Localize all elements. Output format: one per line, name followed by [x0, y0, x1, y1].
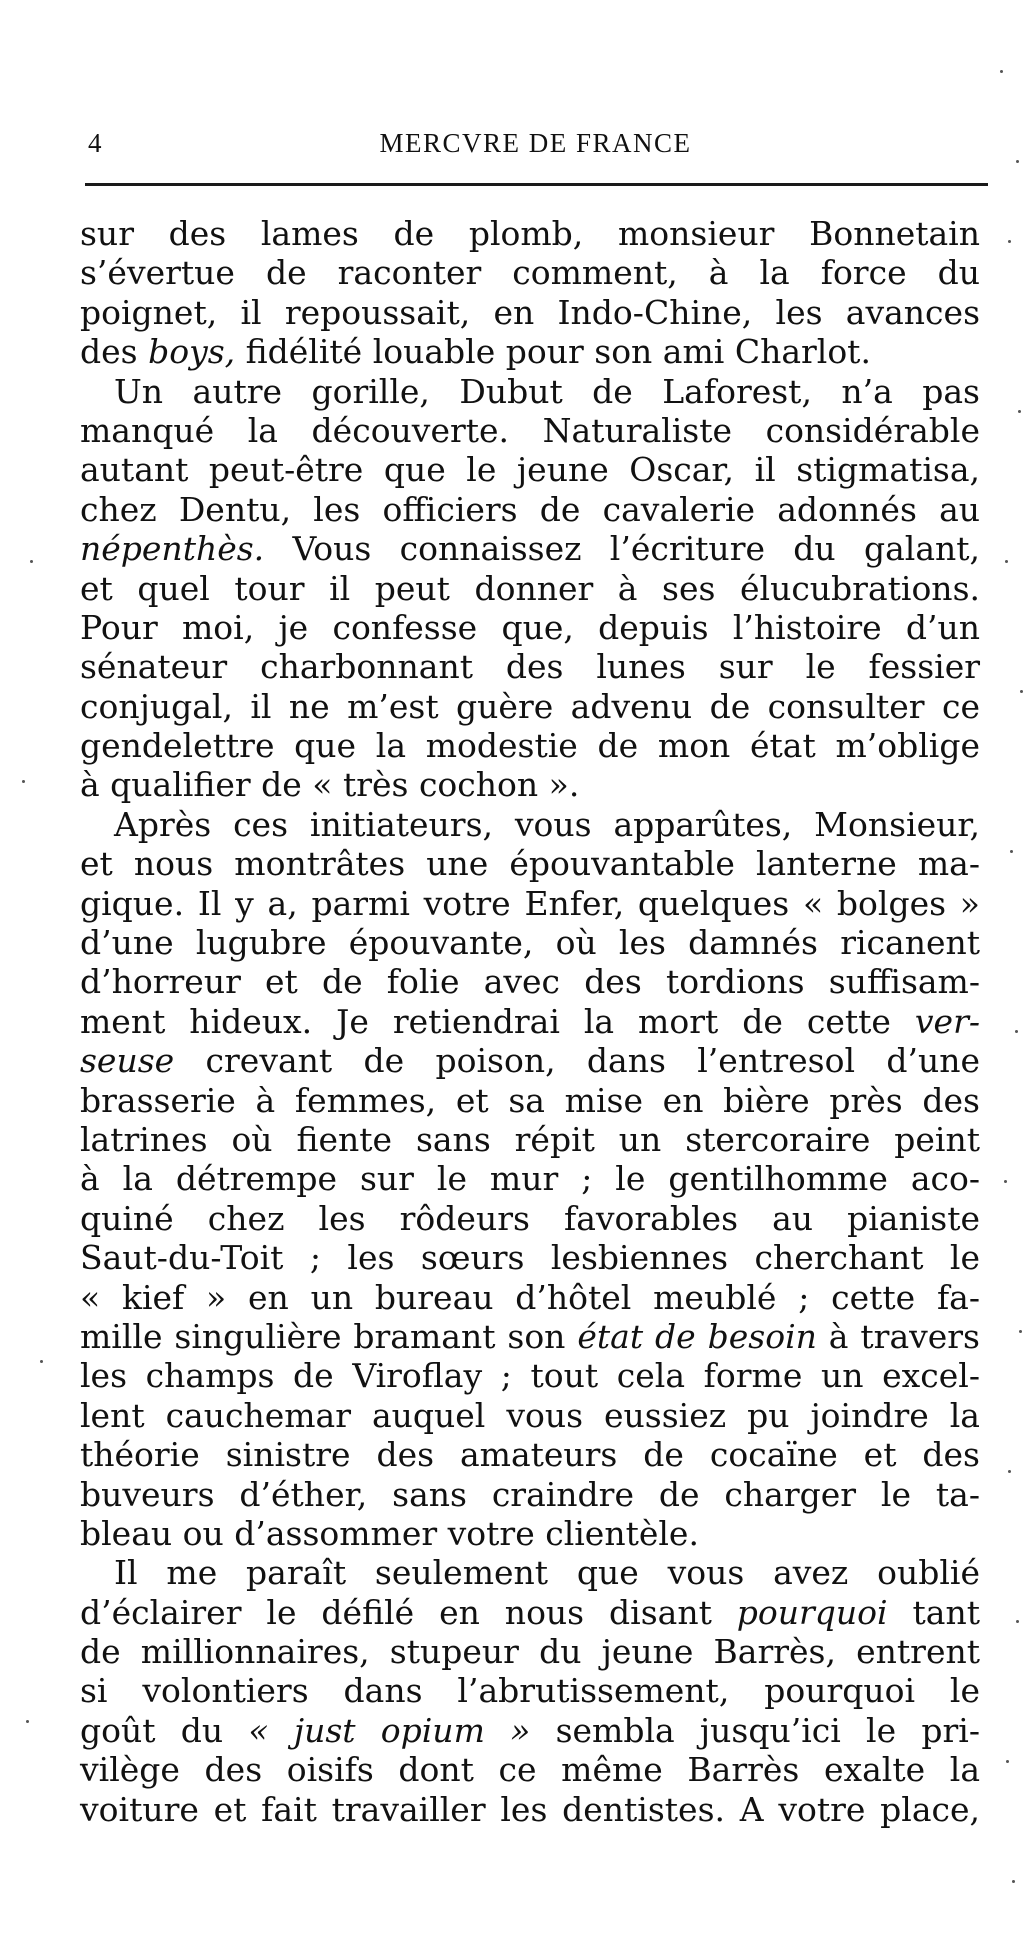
text-segment: s’évertue de raconter comment, à la force du: [80, 253, 980, 293]
text-segment: lent cauchemar auquel vous eussiez pu joindre la: [80, 1395, 980, 1435]
text-segment: latrines où fiente sans répit un stercoraire peint: [80, 1119, 980, 1159]
paper-speck: [30, 560, 33, 563]
header-rule: [85, 183, 988, 186]
text-segment: goût du: [80, 1710, 249, 1750]
paper-speck: [1016, 1620, 1019, 1623]
paper-speck: [1012, 1880, 1015, 1883]
text-line: [80, 214, 980, 253]
text-segment: Saut-du-Toit ; les sœurs lesbiennes cherchant le: [80, 1238, 980, 1278]
text-line: [80, 1553, 980, 1592]
paper-speck: [40, 1360, 43, 1363]
paper-speck: [1008, 1470, 1011, 1473]
italic-text: « just opium »: [248, 1710, 531, 1750]
text-segment: et nous montrâtes une épouvantable lanterne ma-: [80, 844, 980, 884]
text-segment: Après ces initiateurs, vous apparûtes, Monsieur,: [114, 804, 980, 844]
text-line: [80, 372, 980, 411]
text-line: [80, 1632, 980, 1671]
text-segment: si volontiers dans l’abrutissement, pourquoi le: [80, 1671, 980, 1711]
text-line: [80, 1475, 980, 1514]
text-line: [80, 1278, 980, 1317]
text-segment: à qualifier de « très cochon ».: [80, 765, 580, 805]
italic-text: népenthès.: [80, 529, 265, 569]
text-segment: théorie sinistre des amateurs de cocaïne et des: [80, 1435, 980, 1475]
paper-speck: [1010, 850, 1013, 853]
text-line: [80, 1199, 980, 1238]
text-segment: Il me paraît seulement que vous avez oublié: [114, 1553, 980, 1593]
text-segment: sembla jusqu’ici le pri-: [530, 1710, 980, 1750]
text-line: [80, 1238, 980, 1277]
text-segment: sénateur charbonnant des lunes sur le fessier: [80, 647, 980, 687]
text-segment: brasserie à femmes, et sa mise en bière près des: [80, 1080, 980, 1120]
text-segment: autant peut-être que le jeune Oscar, il stigmatisa,: [80, 450, 980, 490]
paper-speck: [1000, 70, 1003, 73]
text-line: [80, 844, 980, 883]
text-segment: de millionnaires, stupeur du jeune Barrès, entrent: [80, 1632, 980, 1672]
text-line: [80, 529, 980, 568]
paper-speck: [1018, 410, 1021, 413]
text-line: [80, 569, 980, 608]
text-line: [80, 1750, 980, 1789]
text-segment: chez Dentu, les officiers de cavalerie adonnés au: [80, 489, 980, 529]
text-line: [80, 490, 980, 529]
text-segment: bleau ou d’assommer votre clientèle.: [80, 1513, 699, 1553]
text-segment: Vous connaissez l’écriture du galant,: [264, 529, 980, 569]
text-line: [80, 726, 980, 765]
text-line: [80, 884, 980, 923]
text-line: [80, 1396, 980, 1435]
paper-speck: [1016, 160, 1019, 163]
text-segment: gique. Il y a, parmi votre Enfer, quelques « bolges »: [80, 883, 980, 923]
text-segment: tant: [887, 1592, 980, 1632]
text-line: [80, 253, 980, 292]
text-segment: à la détrempe sur le mur ; le gentilhomme aco-: [80, 1159, 980, 1199]
text-segment: à travers: [816, 1316, 980, 1356]
text-segment: et quel tour il peut donner à ses élucubrations.: [80, 568, 980, 608]
paper-speck: [1019, 1330, 1022, 1333]
text-line: [80, 1159, 980, 1198]
italic-text: boys,: [148, 332, 236, 372]
italic-text: ver-: [914, 1001, 980, 1041]
text-segment: Pour moi, je confesse que, depuis l’histoire d’un: [80, 607, 980, 647]
paper-speck: [1020, 690, 1023, 693]
text-line: [80, 1317, 980, 1356]
text-line: [80, 923, 980, 962]
text-segment: sur des lames de plomb, monsieur Bonnetain: [80, 214, 980, 253]
text-line: [80, 1120, 980, 1159]
text-segment: voiture et fait travailler les dentistes. A votre place,: [80, 1789, 980, 1829]
italic-text: état de besoin: [577, 1316, 817, 1356]
text-segment: quiné chez les rôdeurs favorables au pianiste: [80, 1198, 980, 1238]
text-line: [80, 608, 980, 647]
text-segment: « kief » en un bureau d’hôtel meublé ; cette fa-: [80, 1277, 980, 1317]
text-line: [80, 293, 980, 332]
text-segment: d’horreur et de folie avec des tordions suffisam-: [80, 962, 980, 1002]
text-segment: gendelettre que la modestie de mon état m’oblige: [80, 726, 980, 766]
text-line: [80, 1041, 980, 1080]
paper-speck: [22, 780, 25, 783]
text-line: [80, 1435, 980, 1474]
page-number: 4: [88, 128, 102, 158]
text-segment: buveurs d’éther, sans craindre de charger le ta-: [80, 1474, 980, 1514]
paper-speck: [1008, 240, 1011, 243]
text-segment: des: [80, 332, 149, 372]
text-segment: les champs de Viroflay ; tout cela forme un excel-: [80, 1356, 980, 1396]
paper-speck: [1015, 1030, 1018, 1033]
text-segment: manqué la découverte. Naturaliste considérable: [80, 410, 980, 450]
text-line: [80, 1514, 980, 1553]
text-segment: fidélité louable pour son ami Charlot.: [235, 332, 871, 372]
text-line: [80, 1790, 980, 1829]
text-segment: mille singulière bramant son: [80, 1316, 578, 1356]
text-line: [80, 1671, 980, 1710]
text-segment: Un autre gorille, Dubut de Laforest, n’a pas: [114, 371, 980, 411]
text-line: [80, 1081, 980, 1120]
text-line: [80, 687, 980, 726]
text-segment: d’éclairer le défilé en nous disant: [80, 1592, 737, 1632]
paper-speck: [1006, 1760, 1009, 1763]
text-line: [80, 765, 980, 804]
text-segment: conjugal, il ne m’est guère advenu de consulter ce: [80, 686, 980, 726]
text-segment: crevant de poison, dans l’entresol d’une: [174, 1041, 980, 1081]
text-segment: d’une lugubre épouvante, où les damnés ricanent: [80, 923, 980, 963]
text-line: [80, 962, 980, 1001]
italic-text: pourquoi: [736, 1592, 888, 1632]
text-segment: ment hideux. Je retiendrai la mort de cette: [80, 1001, 915, 1041]
journal-title: MERCVRE DE FRANCE: [379, 128, 692, 158]
text-line: [80, 647, 980, 686]
body-text: [80, 214, 980, 1829]
text-segment: vilège des oisifs dont ce même Barrès exalte la: [80, 1750, 980, 1790]
text-line: [80, 805, 980, 844]
text-line: [80, 1711, 980, 1750]
text-segment: poignet, il repoussait, en Indo-Chine, les avances: [80, 292, 980, 332]
text-line: [80, 332, 980, 371]
italic-text: seuse: [80, 1041, 175, 1081]
text-line: [80, 1002, 980, 1041]
paper-speck: [26, 1720, 29, 1723]
text-line: [80, 1593, 980, 1632]
text-line: [80, 450, 980, 489]
text-line: [80, 411, 980, 450]
text-line: [80, 1356, 980, 1395]
paper-speck: [1005, 560, 1008, 563]
running-head: [88, 128, 983, 168]
paper-speck: [1004, 1180, 1007, 1183]
